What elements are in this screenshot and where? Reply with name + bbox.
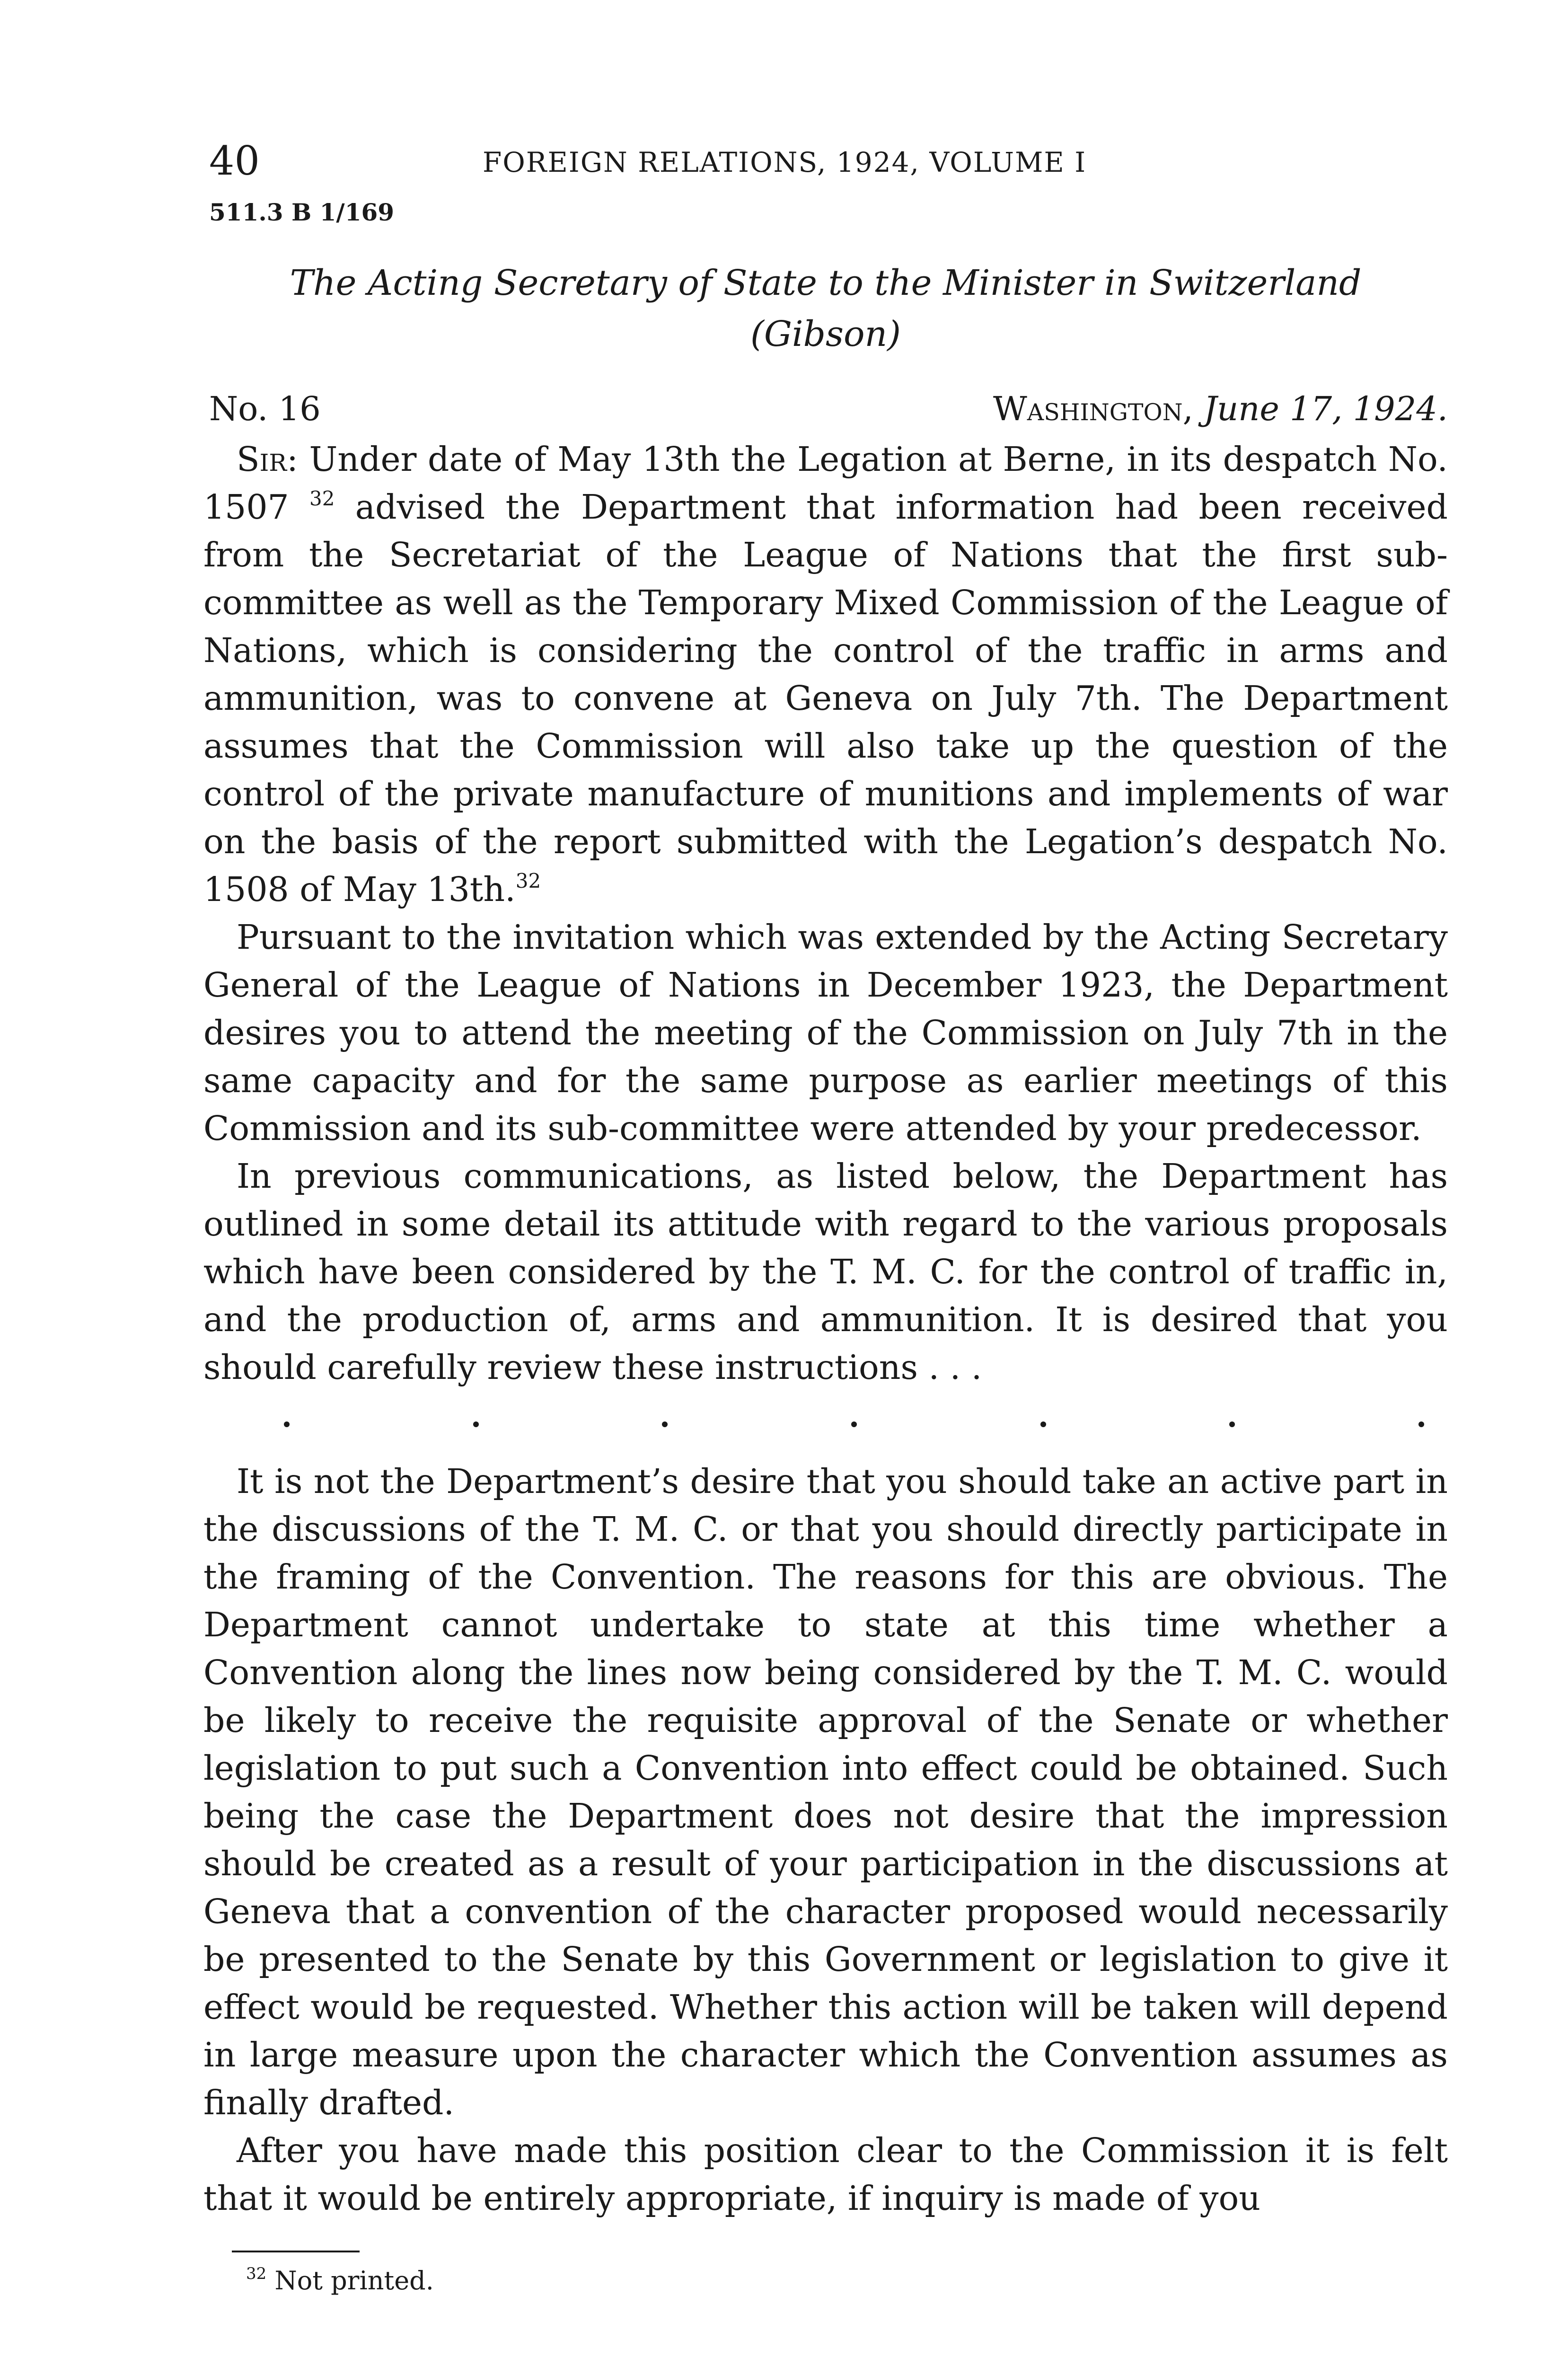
omission-dot <box>1229 1421 1235 1427</box>
footnote-divider <box>232 2251 360 2252</box>
file-number: 511.3 B 1/169 <box>209 198 395 226</box>
salutation: Sir: <box>237 440 298 479</box>
paragraph-1 <box>203 435 1448 913</box>
paragraph-2: Pursuant to the invitation which was extended by the Acting Secretary General of the League of Nations in December 1923, the Department desires you to attend the meeting of the Commission on July 7th in the same capacity and for the same purpose as earlier meetings of this Commission and its sub-committee were attended by your predecessor. <box>203 918 1448 1148</box>
running-title: FOREIGN RELATIONS, 1924, VOLUME I <box>483 146 1087 178</box>
paragraph-3: In previous communications, as listed below, the Department has outlined in some detail its attitude with regard to the various proposals which have been considered by the T. M. C. for the control of traffic in, and the production of, arms and ammunition. It is desired that you should carefully review these instructions . . . <box>203 1157 1448 1387</box>
document-title-line-2: (Gibson) <box>750 314 901 354</box>
omission-marks <box>203 1405 1448 1443</box>
document-title-line-1: The Acting Secretary of State to the Minister in Switzerland <box>290 263 1362 303</box>
paragraph-4: It is not the Department’s desire that you should take an active part in the discussions of the T. M. C. or that you should directly participate in the framing of the Convention. The reasons for this are obvious. The Department cannot undertake to state at this time whether a Convention along the lines now being considered by the T. M. C. would be likely to receive the requisite approval of the Senate or whether legislation to put such a Convention into effect could be obtained. Such being the case the Department does not desire that the impression should be created as a result of your participation in the discussions at Geneva that a convention of the character proposed would necessarily be presented to the Senate by this Government or legislation to give it effect would be requested. Whether this action will be taken will depend in large measure upon the character which the Convention assumes as finally drafted. <box>203 1462 1448 2122</box>
running-head <box>203 137 1448 189</box>
dateline-place: Washington, <box>993 389 1193 428</box>
letter-body <box>203 435 1448 2222</box>
omission-dot <box>851 1421 857 1427</box>
paragraph-1-part-2: advised the Department that information had been received from the Secretariat of the League of Nations that the first sub-committee as well as the Temporary Mixed Commission of the League of Nations, which is considering the control of the traffic in arms and ammunition, was to convene at Geneva on July 7th. The Department assumes that the Commission will also take up the question of the control of the private manufacture of munitions and implements of war on the basis of the report submitted with the Legation’s despatch No. 1508 of May 13th. <box>203 487 1448 909</box>
omission-dot <box>662 1421 668 1427</box>
footnote <box>246 2262 1448 2300</box>
footnote-reference: 32 <box>515 869 541 892</box>
footnote-reference: 32 <box>309 487 335 510</box>
document-title <box>203 257 1448 360</box>
dateline-date: June 17, 1924. <box>1204 389 1448 428</box>
omission-dot <box>1418 1421 1424 1427</box>
dateline <box>993 383 1448 434</box>
document-header <box>203 383 1448 435</box>
omission-dot <box>1040 1421 1046 1427</box>
paragraph-5: After you have made this position clear to the Commission it is felt that it would be entirely appropriate, if inquiry is made of you <box>203 2131 1448 2218</box>
omission-dot <box>284 1421 290 1427</box>
omission-dot <box>473 1421 479 1427</box>
footnote-text: Not printed. <box>274 2266 434 2295</box>
paragraph-1-part-1: Under date of May 13th the Legation at Berne, in its despatch No. 1507 <box>203 440 1448 527</box>
page-number: 40 <box>209 138 260 184</box>
document-number: No. 16 <box>209 389 321 428</box>
footnote-marker: 32 <box>246 2264 267 2283</box>
document-page <box>203 137 1448 2300</box>
